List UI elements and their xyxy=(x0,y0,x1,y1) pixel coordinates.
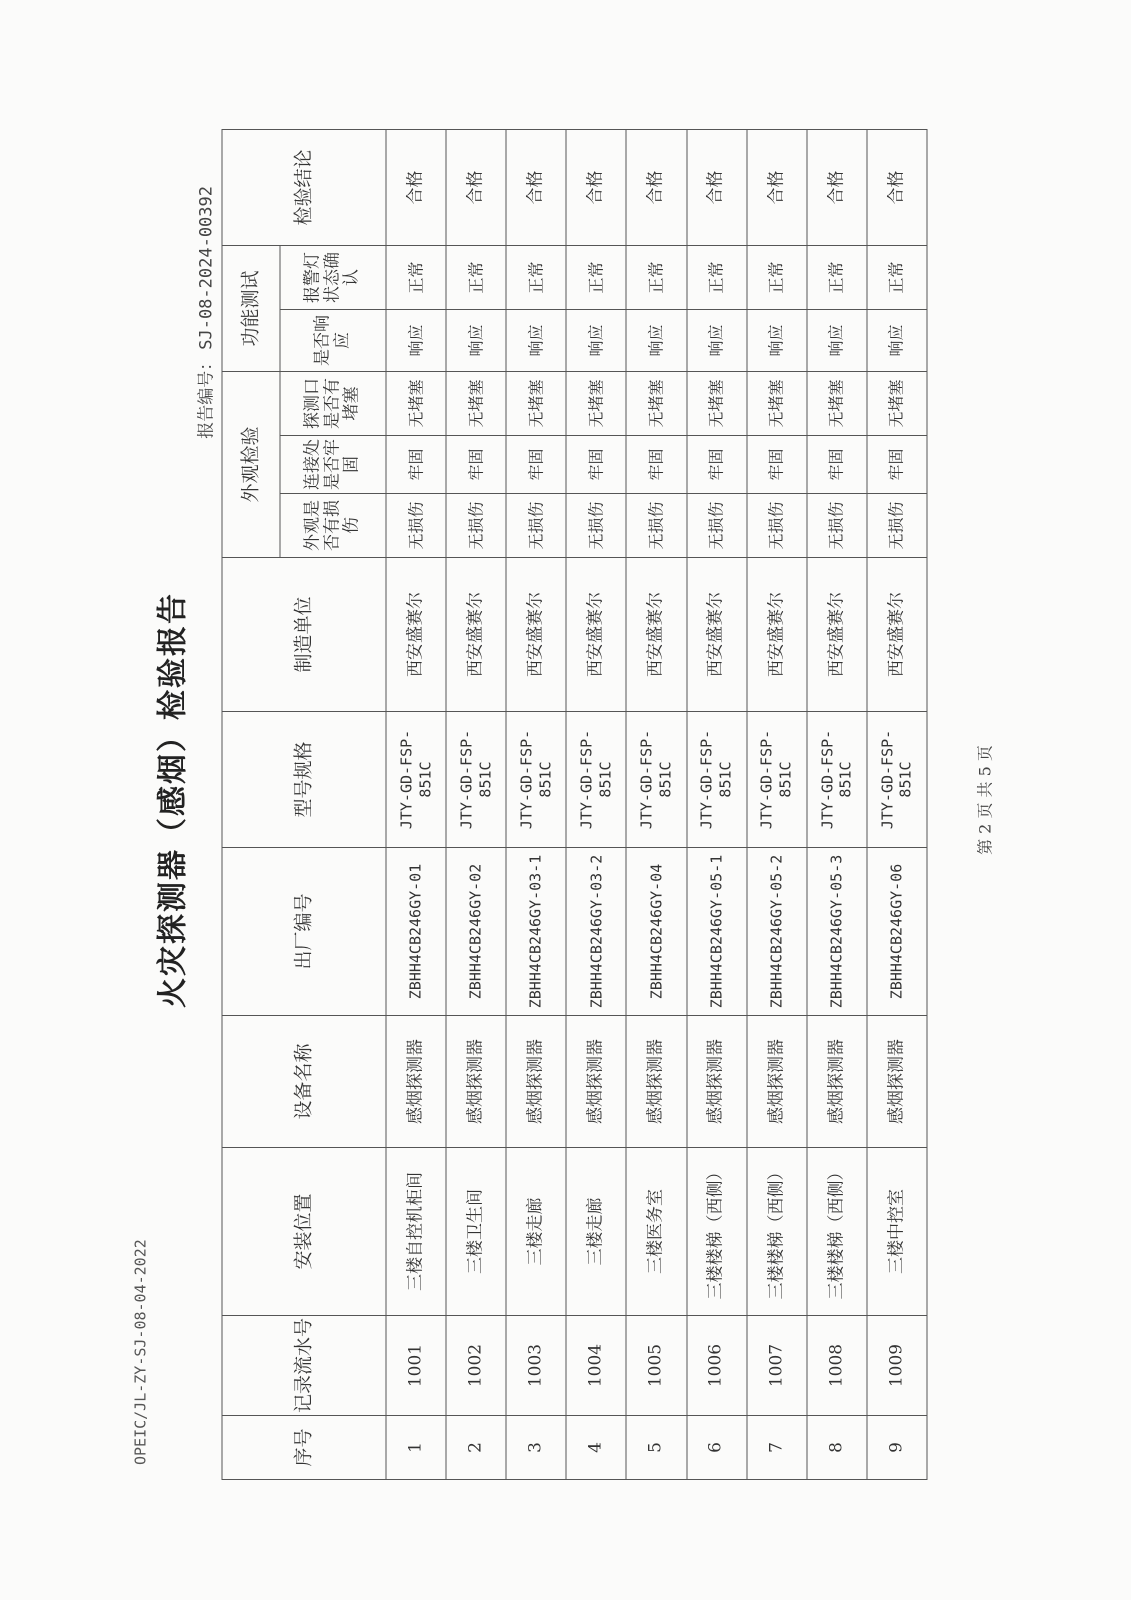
cell-serial: ZBHH4CB246GY-04 xyxy=(626,848,686,1016)
cell-response: 响应 xyxy=(386,309,446,371)
cell-damage: 无损伤 xyxy=(566,494,626,558)
cell-damage: 无损伤 xyxy=(807,494,867,558)
cell-record: 1009 xyxy=(867,1316,927,1416)
col-indicator: 报警灯状态确认 xyxy=(280,245,386,309)
form-code: OPEIC/JL-ZY-SJ-08-04-2022 xyxy=(131,1239,150,1465)
cell-damage: 无损伤 xyxy=(626,494,686,558)
table-row xyxy=(626,129,686,1479)
table-row xyxy=(566,129,626,1479)
report-number xyxy=(192,186,217,443)
cell-response: 响应 xyxy=(626,309,686,371)
cell-maker: 西安盛赛尔 xyxy=(807,558,867,712)
cell-conclusion: 合格 xyxy=(506,129,566,245)
cell-conclusion: 合格 xyxy=(747,129,807,245)
col-record: 记录流水号 xyxy=(222,1316,386,1416)
cell-maker: 西安盛赛尔 xyxy=(566,558,626,712)
cell-connection: 牢固 xyxy=(867,436,927,494)
cell-device: 感烟探测器 xyxy=(747,1016,807,1148)
col-blockage: 探测口是否有堵塞 xyxy=(280,371,386,435)
col-response: 是否响应 xyxy=(280,309,386,371)
col-function-group: 功能测试 xyxy=(222,245,280,371)
cell-indicator: 正常 xyxy=(747,245,807,309)
col-model: 型号规格 xyxy=(222,712,386,848)
cell-serial: ZBHH4CB246GY-06 xyxy=(867,848,927,1016)
table-row xyxy=(747,129,807,1479)
cell-serial: ZBHH4CB246GY-05-1 xyxy=(687,848,747,1016)
cell-location: 三楼楼梯（西侧） xyxy=(807,1148,867,1316)
cell-blockage: 无堵塞 xyxy=(747,371,807,435)
cell-damage: 无损伤 xyxy=(446,494,506,558)
cell-maker: 西安盛赛尔 xyxy=(626,558,686,712)
cell-seq: 5 xyxy=(626,1416,686,1480)
cell-device: 感烟探测器 xyxy=(687,1016,747,1148)
cell-maker: 西安盛赛尔 xyxy=(687,558,747,712)
cell-location: 三楼走廊 xyxy=(506,1148,566,1316)
cell-record: 1005 xyxy=(626,1316,686,1416)
cell-indicator: 正常 xyxy=(867,245,927,309)
cell-blockage: 无堵塞 xyxy=(626,371,686,435)
cell-damage: 无损伤 xyxy=(687,494,747,558)
col-maker: 制造单位 xyxy=(222,558,386,712)
table-row xyxy=(867,129,927,1479)
cell-indicator: 正常 xyxy=(506,245,566,309)
cell-blockage: 无堵塞 xyxy=(867,371,927,435)
cell-device: 感烟探测器 xyxy=(446,1016,506,1148)
cell-record: 1003 xyxy=(506,1316,566,1416)
cell-blockage: 无堵塞 xyxy=(687,371,747,435)
cell-blockage: 无堵塞 xyxy=(506,371,566,435)
cell-serial: ZBHH4CB246GY-02 xyxy=(446,848,506,1016)
col-location: 安装位置 xyxy=(222,1148,386,1316)
table-row xyxy=(687,129,747,1479)
cell-indicator: 正常 xyxy=(687,245,747,309)
cell-seq: 8 xyxy=(807,1416,867,1480)
cell-connection: 牢固 xyxy=(566,436,626,494)
cell-response: 响应 xyxy=(446,309,506,371)
col-damage: 外观是否有损伤 xyxy=(280,494,386,558)
table-row xyxy=(506,129,566,1479)
cell-model: JTY-GD-FSP-851C xyxy=(807,712,867,848)
cell-model: JTY-GD-FSP-851C xyxy=(446,712,506,848)
cell-serial: ZBHH4CB246GY-03-2 xyxy=(566,848,626,1016)
cell-response: 响应 xyxy=(747,309,807,371)
cell-connection: 牢固 xyxy=(386,436,446,494)
cell-location: 三楼自控机柜间 xyxy=(386,1148,446,1316)
cell-model: JTY-GD-FSP-851C xyxy=(566,712,626,848)
inspection-table xyxy=(222,129,928,1480)
cell-seq: 9 xyxy=(867,1416,927,1480)
cell-model: JTY-GD-FSP-851C xyxy=(747,712,807,848)
cell-indicator: 正常 xyxy=(446,245,506,309)
cell-seq: 3 xyxy=(506,1416,566,1480)
cell-model: JTY-GD-FSP-851C xyxy=(626,712,686,848)
page-number: 第 2 页 共 5 页 xyxy=(975,745,995,855)
report-number-value: SJ-08-2024-00392 xyxy=(196,186,217,350)
cell-record: 1002 xyxy=(446,1316,506,1416)
cell-serial: ZBHH4CB246GY-03-1 xyxy=(506,848,566,1016)
cell-model: JTY-GD-FSP-851C xyxy=(687,712,747,848)
cell-seq: 1 xyxy=(386,1416,446,1480)
cell-response: 响应 xyxy=(807,309,867,371)
cell-conclusion: 合格 xyxy=(446,129,506,245)
cell-connection: 牢固 xyxy=(807,436,867,494)
table-row xyxy=(807,129,867,1479)
cell-serial: ZBHH4CB246GY-05-2 xyxy=(747,848,807,1016)
cell-location: 三楼卫生间 xyxy=(446,1148,506,1316)
cell-response: 响应 xyxy=(687,309,747,371)
cell-record: 1007 xyxy=(747,1316,807,1416)
cell-record: 1008 xyxy=(807,1316,867,1416)
cell-device: 感烟探测器 xyxy=(807,1016,867,1148)
cell-device: 感烟探测器 xyxy=(386,1016,446,1148)
cell-device: 感烟探测器 xyxy=(566,1016,626,1148)
cell-record: 1006 xyxy=(687,1316,747,1416)
cell-conclusion: 合格 xyxy=(566,129,626,245)
cell-conclusion: 合格 xyxy=(867,129,927,245)
cell-connection: 牢固 xyxy=(626,436,686,494)
cell-response: 响应 xyxy=(566,309,626,371)
cell-connection: 牢固 xyxy=(747,436,807,494)
table-body xyxy=(386,129,927,1479)
cell-model: JTY-GD-FSP-851C xyxy=(867,712,927,848)
cell-seq: 7 xyxy=(747,1416,807,1480)
report-number-label: 报告编号： xyxy=(196,353,217,439)
col-device: 设备名称 xyxy=(222,1016,386,1148)
cell-serial: ZBHH4CB246GY-01 xyxy=(386,848,446,1016)
col-conclusion: 检验结论 xyxy=(222,129,386,245)
cell-model: JTY-GD-FSP-851C xyxy=(386,712,446,848)
cell-conclusion: 合格 xyxy=(687,129,747,245)
col-connection: 连接处是否牢固 xyxy=(280,436,386,494)
cell-connection: 牢固 xyxy=(687,436,747,494)
table-row xyxy=(386,129,446,1479)
cell-location: 三楼楼梯（西侧） xyxy=(747,1148,807,1316)
cell-location: 三楼医务室 xyxy=(626,1148,686,1316)
cell-damage: 无损伤 xyxy=(506,494,566,558)
cell-blockage: 无堵塞 xyxy=(386,371,446,435)
cell-indicator: 正常 xyxy=(626,245,686,309)
cell-indicator: 正常 xyxy=(566,245,626,309)
cell-seq: 4 xyxy=(566,1416,626,1480)
cell-seq: 6 xyxy=(687,1416,747,1480)
cell-device: 感烟探测器 xyxy=(506,1016,566,1148)
cell-blockage: 无堵塞 xyxy=(566,371,626,435)
col-appearance-group: 外观检验 xyxy=(222,371,280,557)
cell-location: 三楼中控室 xyxy=(867,1148,927,1316)
cell-connection: 牢固 xyxy=(506,436,566,494)
cell-damage: 无损伤 xyxy=(867,494,927,558)
cell-connection: 牢固 xyxy=(446,436,506,494)
cell-indicator: 正常 xyxy=(807,245,867,309)
cell-damage: 无损伤 xyxy=(386,494,446,558)
cell-response: 响应 xyxy=(867,309,927,371)
cell-maker: 西安盛赛尔 xyxy=(506,558,566,712)
cell-seq: 2 xyxy=(446,1416,506,1480)
cell-device: 感烟探测器 xyxy=(867,1016,927,1148)
cell-damage: 无损伤 xyxy=(747,494,807,558)
cell-blockage: 无堵塞 xyxy=(446,371,506,435)
cell-serial: ZBHH4CB246GY-05-3 xyxy=(807,848,867,1016)
page-title: 火灾探测器（感烟）检验报告 xyxy=(155,592,191,1008)
col-seq: 序号 xyxy=(222,1416,386,1480)
cell-record: 1004 xyxy=(566,1316,626,1416)
cell-blockage: 无堵塞 xyxy=(807,371,867,435)
cell-device: 感烟探测器 xyxy=(626,1016,686,1148)
cell-maker: 西安盛赛尔 xyxy=(747,558,807,712)
cell-conclusion: 合格 xyxy=(626,129,686,245)
col-serial: 出厂编号 xyxy=(222,848,386,1016)
cell-maker: 西安盛赛尔 xyxy=(386,558,446,712)
cell-location: 三楼走廊 xyxy=(566,1148,626,1316)
table-row xyxy=(446,129,506,1479)
cell-conclusion: 合格 xyxy=(807,129,867,245)
cell-conclusion: 合格 xyxy=(386,129,446,245)
cell-maker: 西安盛赛尔 xyxy=(446,558,506,712)
cell-response: 响应 xyxy=(506,309,566,371)
cell-indicator: 正常 xyxy=(386,245,446,309)
cell-model: JTY-GD-FSP-851C xyxy=(506,712,566,848)
cell-record: 1001 xyxy=(386,1316,446,1416)
cell-location: 三楼楼梯（西侧） xyxy=(687,1148,747,1316)
cell-maker: 西安盛赛尔 xyxy=(867,558,927,712)
